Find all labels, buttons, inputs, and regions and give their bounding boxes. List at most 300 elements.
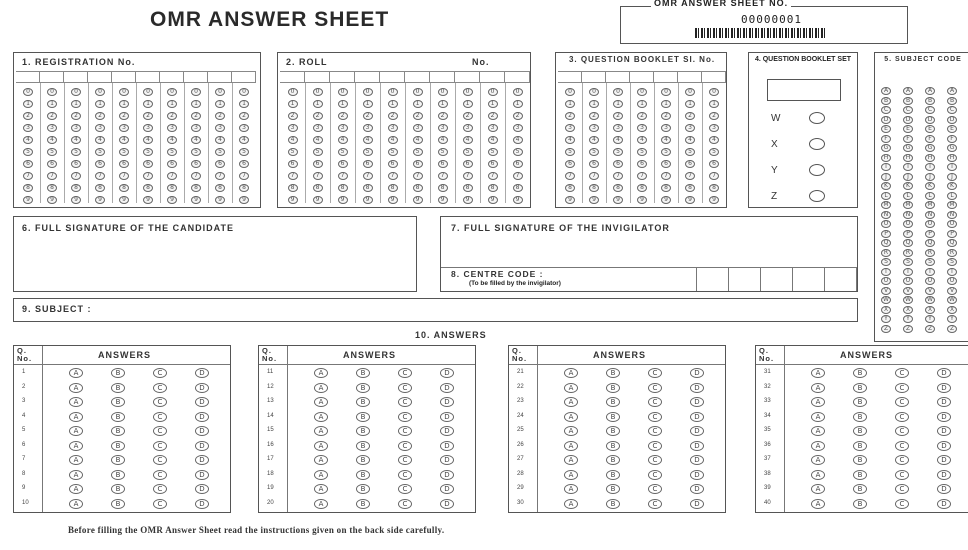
subject-code-bubble[interactable]: I xyxy=(903,163,913,171)
roll-bubble[interactable]: 9 xyxy=(288,196,298,204)
answer-bubble-b[interactable]: B xyxy=(606,484,620,494)
answer-bubble-a[interactable]: A xyxy=(564,397,578,407)
registration-bubble[interactable]: 3 xyxy=(119,124,129,132)
roll-bubble[interactable]: 8 xyxy=(463,184,473,192)
booklet-bubble[interactable]: 0 xyxy=(637,88,647,96)
registration-bubble[interactable]: 1 xyxy=(167,100,177,108)
subject-code-bubble[interactable]: G xyxy=(903,144,913,152)
registration-bubble[interactable]: 1 xyxy=(239,100,249,108)
answer-bubble-a[interactable]: A xyxy=(69,368,83,378)
subject-code-bubble[interactable]: E xyxy=(881,125,891,133)
roll-entry-cell[interactable] xyxy=(455,71,480,83)
subject-code-bubble[interactable]: U xyxy=(881,277,891,285)
roll-bubble[interactable]: 9 xyxy=(338,196,348,204)
registration-bubble[interactable]: 6 xyxy=(215,160,225,168)
answer-bubble-c[interactable]: C xyxy=(153,484,167,494)
roll-bubble[interactable]: 2 xyxy=(488,112,498,120)
subject-code-bubble[interactable]: W xyxy=(881,296,891,304)
roll-bubble[interactable]: 4 xyxy=(463,136,473,144)
registration-bubble[interactable]: 4 xyxy=(215,136,225,144)
booklet-bubble[interactable]: 4 xyxy=(637,136,647,144)
subject-code-bubble[interactable]: M xyxy=(925,201,935,209)
answer-bubble-c[interactable]: C xyxy=(398,426,412,436)
subject-code-bubble[interactable]: M xyxy=(947,201,957,209)
roll-bubble[interactable]: 6 xyxy=(338,160,348,168)
roll-bubble[interactable]: 5 xyxy=(488,148,498,156)
roll-bubble[interactable]: 8 xyxy=(313,184,323,192)
answer-bubble-d[interactable]: D xyxy=(937,455,951,465)
answer-bubble-b[interactable]: B xyxy=(853,397,867,407)
booklet-bubble[interactable]: 5 xyxy=(565,148,575,156)
answer-bubble-d[interactable]: D xyxy=(195,499,209,509)
registration-entry-cell[interactable] xyxy=(112,71,136,83)
answer-bubble-d[interactable]: D xyxy=(690,455,704,465)
booklet-bubble[interactable]: 0 xyxy=(661,88,671,96)
registration-bubble[interactable]: 6 xyxy=(95,160,105,168)
roll-bubble[interactable]: 0 xyxy=(313,88,323,96)
subject-code-bubble[interactable]: I xyxy=(881,163,891,171)
subject-code-bubble[interactable]: E xyxy=(947,125,957,133)
subject-code-bubble[interactable]: D xyxy=(925,116,935,124)
subject-code-bubble[interactable]: L xyxy=(903,192,913,200)
registration-bubble[interactable]: 6 xyxy=(119,160,129,168)
registration-bubble[interactable]: 7 xyxy=(191,172,201,180)
answer-bubble-c[interactable]: C xyxy=(153,441,167,451)
answer-bubble-b[interactable]: B xyxy=(356,484,370,494)
registration-bubble[interactable]: 4 xyxy=(119,136,129,144)
roll-bubble[interactable]: 6 xyxy=(438,160,448,168)
registration-bubble[interactable]: 2 xyxy=(215,112,225,120)
booklet-bubble[interactable]: 7 xyxy=(661,172,671,180)
answer-bubble-d[interactable]: D xyxy=(937,441,951,451)
roll-bubble[interactable]: 0 xyxy=(513,88,523,96)
roll-bubble[interactable]: 3 xyxy=(513,124,523,132)
booklet-bubble[interactable]: 5 xyxy=(637,148,647,156)
booklet-entry-cell[interactable] xyxy=(630,71,654,83)
roll-bubble[interactable]: 5 xyxy=(363,148,373,156)
subject-code-bubble[interactable]: C xyxy=(925,106,935,114)
answer-bubble-b[interactable]: B xyxy=(356,470,370,480)
answer-bubble-c[interactable]: C xyxy=(895,441,909,451)
answer-bubble-a[interactable]: A xyxy=(564,412,578,422)
answer-bubble-a[interactable]: A xyxy=(564,441,578,451)
subject-code-bubble[interactable]: S xyxy=(925,258,935,266)
answer-bubble-d[interactable]: D xyxy=(440,368,454,378)
answer-bubble-d[interactable]: D xyxy=(195,383,209,393)
registration-bubble[interactable]: 5 xyxy=(95,148,105,156)
answer-bubble-c[interactable]: C xyxy=(648,397,662,407)
booklet-bubble[interactable]: 4 xyxy=(613,136,623,144)
answer-bubble-d[interactable]: D xyxy=(195,470,209,480)
answer-bubble-d[interactable]: D xyxy=(937,470,951,480)
booklet-bubble[interactable]: 1 xyxy=(661,100,671,108)
answer-bubble-d[interactable]: D xyxy=(195,426,209,436)
subject-code-bubble[interactable]: F xyxy=(925,135,935,143)
subject-code-bubble[interactable]: B xyxy=(925,97,935,105)
registration-bubble[interactable]: 8 xyxy=(47,184,57,192)
answer-bubble-b[interactable]: B xyxy=(853,383,867,393)
answer-bubble-d[interactable]: D xyxy=(440,499,454,509)
subject-code-bubble[interactable]: Z xyxy=(903,325,913,333)
roll-bubble[interactable]: 9 xyxy=(463,196,473,204)
registration-bubble[interactable]: 9 xyxy=(239,196,249,204)
registration-bubble[interactable]: 9 xyxy=(191,196,201,204)
registration-bubble[interactable]: 5 xyxy=(119,148,129,156)
answer-bubble-b[interactable]: B xyxy=(356,441,370,451)
subject-code-bubble[interactable]: Y xyxy=(925,315,935,323)
registration-bubble[interactable]: 4 xyxy=(23,136,33,144)
booklet-bubble[interactable]: 9 xyxy=(637,196,647,204)
registration-bubble[interactable]: 7 xyxy=(71,172,81,180)
subject-code-bubble[interactable]: P xyxy=(903,230,913,238)
roll-bubble[interactable]: 4 xyxy=(438,136,448,144)
answer-bubble-a[interactable]: A xyxy=(811,412,825,422)
answer-bubble-c[interactable]: C xyxy=(153,426,167,436)
booklet-bubble[interactable]: 2 xyxy=(637,112,647,120)
registration-bubble[interactable]: 5 xyxy=(71,148,81,156)
roll-bubble[interactable]: 6 xyxy=(388,160,398,168)
booklet-bubble[interactable]: 1 xyxy=(589,100,599,108)
roll-bubble[interactable]: 2 xyxy=(313,112,323,120)
booklet-bubble[interactable]: 7 xyxy=(637,172,647,180)
registration-bubble[interactable]: 0 xyxy=(47,88,57,96)
answer-bubble-b[interactable]: B xyxy=(356,455,370,465)
answer-bubble-d[interactable]: D xyxy=(195,368,209,378)
booklet-bubble[interactable]: 5 xyxy=(661,148,671,156)
registration-bubble[interactable]: 9 xyxy=(71,196,81,204)
booklet-bubble[interactable]: 9 xyxy=(613,196,623,204)
answer-bubble-b[interactable]: B xyxy=(853,455,867,465)
registration-bubble[interactable]: 4 xyxy=(95,136,105,144)
subject-code-bubble[interactable]: A xyxy=(881,87,891,95)
subject-code-bubble[interactable]: Q xyxy=(947,239,957,247)
roll-bubble[interactable]: 2 xyxy=(438,112,448,120)
answer-bubble-c[interactable]: C xyxy=(153,470,167,480)
answer-bubble-d[interactable]: D xyxy=(440,383,454,393)
subject-code-bubble[interactable]: S xyxy=(881,258,891,266)
roll-bubble[interactable]: 8 xyxy=(388,184,398,192)
registration-bubble[interactable]: 2 xyxy=(71,112,81,120)
answer-bubble-a[interactable]: A xyxy=(314,499,328,509)
roll-bubble[interactable]: 0 xyxy=(488,88,498,96)
subject-code-bubble[interactable]: E xyxy=(903,125,913,133)
answer-bubble-a[interactable]: A xyxy=(314,397,328,407)
subject-code-bubble[interactable]: C xyxy=(903,106,913,114)
registration-entry-cell[interactable] xyxy=(136,71,160,83)
subject-code-bubble[interactable]: T xyxy=(881,268,891,276)
booklet-bubble[interactable]: 2 xyxy=(589,112,599,120)
subject-code-bubble[interactable]: T xyxy=(947,268,957,276)
answer-bubble-d[interactable]: D xyxy=(690,397,704,407)
booklet-entry-cell[interactable] xyxy=(702,71,726,83)
subject-code-bubble[interactable]: V xyxy=(881,287,891,295)
answer-bubble-c[interactable]: C xyxy=(153,455,167,465)
subject-code-bubble[interactable]: A xyxy=(903,87,913,95)
answer-bubble-d[interactable]: D xyxy=(440,426,454,436)
roll-bubble[interactable]: 0 xyxy=(338,88,348,96)
set-bubble-z[interactable] xyxy=(809,190,825,202)
booklet-bubble[interactable]: 6 xyxy=(565,160,575,168)
booklet-entry-cell[interactable] xyxy=(654,71,678,83)
answer-bubble-d[interactable]: D xyxy=(937,499,951,509)
answer-bubble-c[interactable]: C xyxy=(648,441,662,451)
answer-bubble-c[interactable]: C xyxy=(153,499,167,509)
registration-bubble[interactable]: 9 xyxy=(23,196,33,204)
answer-bubble-c[interactable]: C xyxy=(648,412,662,422)
booklet-bubble[interactable]: 2 xyxy=(613,112,623,120)
answer-bubble-d[interactable]: D xyxy=(690,383,704,393)
booklet-bubble[interactable]: 9 xyxy=(661,196,671,204)
roll-bubble[interactable]: 3 xyxy=(438,124,448,132)
answer-bubble-b[interactable]: B xyxy=(606,441,620,451)
roll-bubble[interactable]: 7 xyxy=(463,172,473,180)
booklet-bubble[interactable]: 2 xyxy=(565,112,575,120)
answer-bubble-b[interactable]: B xyxy=(853,368,867,378)
roll-bubble[interactable]: 5 xyxy=(413,148,423,156)
subject-code-bubble[interactable]: M xyxy=(881,201,891,209)
subject-code-bubble[interactable]: C xyxy=(881,106,891,114)
answer-bubble-b[interactable]: B xyxy=(111,368,125,378)
roll-bubble[interactable]: 0 xyxy=(438,88,448,96)
booklet-bubble[interactable]: 8 xyxy=(589,184,599,192)
answer-bubble-d[interactable]: D xyxy=(937,383,951,393)
registration-bubble[interactable]: 4 xyxy=(47,136,57,144)
subject-code-bubble[interactable]: U xyxy=(947,277,957,285)
registration-bubble[interactable]: 4 xyxy=(239,136,249,144)
roll-bubble[interactable]: 4 xyxy=(288,136,298,144)
roll-bubble[interactable]: 7 xyxy=(338,172,348,180)
roll-bubble[interactable]: 1 xyxy=(513,100,523,108)
registration-bubble[interactable]: 7 xyxy=(239,172,249,180)
roll-bubble[interactable]: 7 xyxy=(438,172,448,180)
answer-bubble-d[interactable]: D xyxy=(690,441,704,451)
answer-bubble-a[interactable]: A xyxy=(564,383,578,393)
answer-bubble-b[interactable]: B xyxy=(853,441,867,451)
answer-bubble-d[interactable]: D xyxy=(440,484,454,494)
registration-bubble[interactable]: 9 xyxy=(143,196,153,204)
answer-bubble-c[interactable]: C xyxy=(895,426,909,436)
answer-bubble-b[interactable]: B xyxy=(111,484,125,494)
subject-code-bubble[interactable]: Y xyxy=(903,315,913,323)
roll-bubble[interactable]: 1 xyxy=(363,100,373,108)
subject-code-bubble[interactable]: O xyxy=(903,220,913,228)
subject-code-bubble[interactable]: H xyxy=(925,154,935,162)
answer-bubble-c[interactable]: C xyxy=(895,397,909,407)
roll-entry-cell[interactable] xyxy=(305,71,330,83)
answer-bubble-d[interactable]: D xyxy=(440,397,454,407)
booklet-entry-cell[interactable] xyxy=(582,71,606,83)
roll-bubble[interactable]: 2 xyxy=(413,112,423,120)
booklet-bubble[interactable]: 6 xyxy=(661,160,671,168)
subject-code-bubble[interactable]: N xyxy=(947,211,957,219)
registration-bubble[interactable]: 2 xyxy=(95,112,105,120)
registration-bubble[interactable]: 1 xyxy=(71,100,81,108)
booklet-bubble[interactable]: 6 xyxy=(613,160,623,168)
roll-bubble[interactable]: 5 xyxy=(313,148,323,156)
answer-bubble-b[interactable]: B xyxy=(853,426,867,436)
answer-bubble-b[interactable]: B xyxy=(111,397,125,407)
roll-bubble[interactable]: 8 xyxy=(288,184,298,192)
registration-bubble[interactable]: 8 xyxy=(95,184,105,192)
answer-bubble-d[interactable]: D xyxy=(937,368,951,378)
registration-bubble[interactable]: 6 xyxy=(143,160,153,168)
roll-bubble[interactable]: 6 xyxy=(363,160,373,168)
registration-bubble[interactable]: 6 xyxy=(167,160,177,168)
answer-bubble-a[interactable]: A xyxy=(314,383,328,393)
subject-code-bubble[interactable]: Q xyxy=(903,239,913,247)
roll-bubble[interactable]: 2 xyxy=(288,112,298,120)
registration-entry-cell[interactable] xyxy=(160,71,184,83)
booklet-bubble[interactable]: 3 xyxy=(685,124,695,132)
answer-bubble-b[interactable]: B xyxy=(606,455,620,465)
subject-code-bubble[interactable]: W xyxy=(925,296,935,304)
answer-bubble-c[interactable]: C xyxy=(398,397,412,407)
answer-bubble-a[interactable]: A xyxy=(69,412,83,422)
booklet-bubble[interactable]: 8 xyxy=(637,184,647,192)
answer-bubble-a[interactable]: A xyxy=(314,484,328,494)
answer-bubble-d[interactable]: D xyxy=(195,412,209,422)
roll-bubble[interactable]: 1 xyxy=(413,100,423,108)
roll-bubble[interactable]: 7 xyxy=(488,172,498,180)
registration-bubble[interactable]: 0 xyxy=(191,88,201,96)
subject-code-bubble[interactable]: S xyxy=(903,258,913,266)
roll-bubble[interactable]: 7 xyxy=(363,172,373,180)
centre-code-cells[interactable] xyxy=(696,267,857,291)
booklet-bubble[interactable]: 7 xyxy=(613,172,623,180)
booklet-bubble[interactable]: 3 xyxy=(565,124,575,132)
answer-bubble-d[interactable]: D xyxy=(937,412,951,422)
answer-bubble-c[interactable]: C xyxy=(648,426,662,436)
booklet-bubble[interactable]: 4 xyxy=(565,136,575,144)
registration-bubble[interactable]: 0 xyxy=(215,88,225,96)
subject-code-bubble[interactable]: E xyxy=(925,125,935,133)
answer-bubble-a[interactable]: A xyxy=(811,470,825,480)
roll-bubble[interactable]: 3 xyxy=(288,124,298,132)
answer-bubble-c[interactable]: C xyxy=(153,397,167,407)
answer-bubble-d[interactable]: D xyxy=(690,484,704,494)
booklet-bubble[interactable]: 3 xyxy=(709,124,719,132)
answer-bubble-a[interactable]: A xyxy=(564,470,578,480)
answer-bubble-a[interactable]: A xyxy=(314,441,328,451)
registration-bubble[interactable]: 7 xyxy=(215,172,225,180)
roll-bubble[interactable]: 3 xyxy=(363,124,373,132)
subject-code-bubble[interactable]: K xyxy=(947,182,957,190)
roll-bubble[interactable]: 5 xyxy=(438,148,448,156)
booklet-bubble[interactable]: 5 xyxy=(589,148,599,156)
roll-bubble[interactable]: 1 xyxy=(313,100,323,108)
answer-bubble-a[interactable]: A xyxy=(69,470,83,480)
answer-bubble-a[interactable]: A xyxy=(314,455,328,465)
subject-code-bubble[interactable]: G xyxy=(925,144,935,152)
answer-bubble-c[interactable]: C xyxy=(895,412,909,422)
subject-code-bubble[interactable]: B xyxy=(881,97,891,105)
booklet-bubble[interactable]: 0 xyxy=(613,88,623,96)
subject-code-bubble[interactable]: F xyxy=(947,135,957,143)
answer-bubble-c[interactable]: C xyxy=(398,441,412,451)
subject-box[interactable] xyxy=(13,298,858,322)
answer-bubble-d[interactable]: D xyxy=(690,426,704,436)
subject-code-bubble[interactable]: R xyxy=(925,249,935,257)
registration-bubble[interactable]: 3 xyxy=(143,124,153,132)
booklet-bubble[interactable]: 6 xyxy=(685,160,695,168)
registration-bubble[interactable]: 6 xyxy=(23,160,33,168)
booklet-bubble[interactable]: 1 xyxy=(685,100,695,108)
answer-bubble-d[interactable]: D xyxy=(195,484,209,494)
answer-bubble-d[interactable]: D xyxy=(937,397,951,407)
roll-bubble[interactable]: 7 xyxy=(388,172,398,180)
booklet-bubble[interactable]: 1 xyxy=(565,100,575,108)
booklet-bubble[interactable]: 3 xyxy=(661,124,671,132)
subject-code-bubble[interactable]: H xyxy=(903,154,913,162)
subject-code-bubble[interactable]: D xyxy=(947,116,957,124)
subject-code-bubble[interactable]: N xyxy=(903,211,913,219)
subject-code-bubble[interactable]: L xyxy=(947,192,957,200)
registration-bubble[interactable]: 9 xyxy=(215,196,225,204)
invigilator-signature-box[interactable] xyxy=(440,216,858,292)
answer-bubble-c[interactable]: C xyxy=(895,368,909,378)
booklet-bubble[interactable]: 4 xyxy=(709,136,719,144)
registration-bubble[interactable]: 9 xyxy=(119,196,129,204)
registration-bubble[interactable]: 8 xyxy=(167,184,177,192)
answer-bubble-d[interactable]: D xyxy=(440,455,454,465)
subject-code-bubble[interactable]: V xyxy=(903,287,913,295)
roll-bubble[interactable]: 9 xyxy=(438,196,448,204)
subject-code-bubble[interactable]: K xyxy=(903,182,913,190)
answer-bubble-a[interactable]: A xyxy=(811,484,825,494)
roll-bubble[interactable]: 5 xyxy=(513,148,523,156)
roll-bubble[interactable]: 4 xyxy=(363,136,373,144)
booklet-bubble[interactable]: 9 xyxy=(709,196,719,204)
answer-bubble-d[interactable]: D xyxy=(937,426,951,436)
answer-bubble-a[interactable]: A xyxy=(69,499,83,509)
booklet-bubble[interactable]: 3 xyxy=(637,124,647,132)
answer-bubble-d[interactable]: D xyxy=(440,470,454,480)
answer-bubble-c[interactable]: C xyxy=(398,368,412,378)
registration-entry-cell[interactable] xyxy=(88,71,112,83)
candidate-signature-box[interactable] xyxy=(13,216,417,292)
registration-bubble[interactable]: 0 xyxy=(239,88,249,96)
roll-entry-cell[interactable] xyxy=(505,71,530,83)
roll-bubble[interactable]: 0 xyxy=(413,88,423,96)
roll-bubble[interactable]: 9 xyxy=(413,196,423,204)
booklet-set-entry[interactable] xyxy=(767,79,841,101)
subject-code-bubble[interactable]: P xyxy=(947,230,957,238)
registration-bubble[interactable]: 2 xyxy=(23,112,33,120)
subject-code-bubble[interactable]: Q xyxy=(881,239,891,247)
booklet-bubble[interactable]: 0 xyxy=(685,88,695,96)
booklet-bubble[interactable]: 8 xyxy=(661,184,671,192)
answer-bubble-c[interactable]: C xyxy=(153,412,167,422)
subject-code-bubble[interactable]: C xyxy=(947,106,957,114)
registration-bubble[interactable]: 5 xyxy=(239,148,249,156)
answer-bubble-c[interactable]: C xyxy=(895,455,909,465)
roll-bubble[interactable]: 3 xyxy=(313,124,323,132)
subject-code-bubble[interactable]: J xyxy=(903,173,913,181)
roll-bubble[interactable]: 0 xyxy=(463,88,473,96)
roll-bubble[interactable]: 8 xyxy=(363,184,373,192)
roll-bubble[interactable]: 6 xyxy=(463,160,473,168)
registration-entry-cell[interactable] xyxy=(64,71,88,83)
registration-bubble[interactable]: 5 xyxy=(47,148,57,156)
roll-bubble[interactable]: 5 xyxy=(288,148,298,156)
registration-bubble[interactable]: 9 xyxy=(95,196,105,204)
answer-bubble-b[interactable]: B xyxy=(606,426,620,436)
answer-bubble-b[interactable]: B xyxy=(606,499,620,509)
registration-bubble[interactable]: 7 xyxy=(23,172,33,180)
roll-bubble[interactable]: 9 xyxy=(313,196,323,204)
roll-entry-cell[interactable] xyxy=(480,71,505,83)
answer-bubble-a[interactable]: A xyxy=(564,455,578,465)
